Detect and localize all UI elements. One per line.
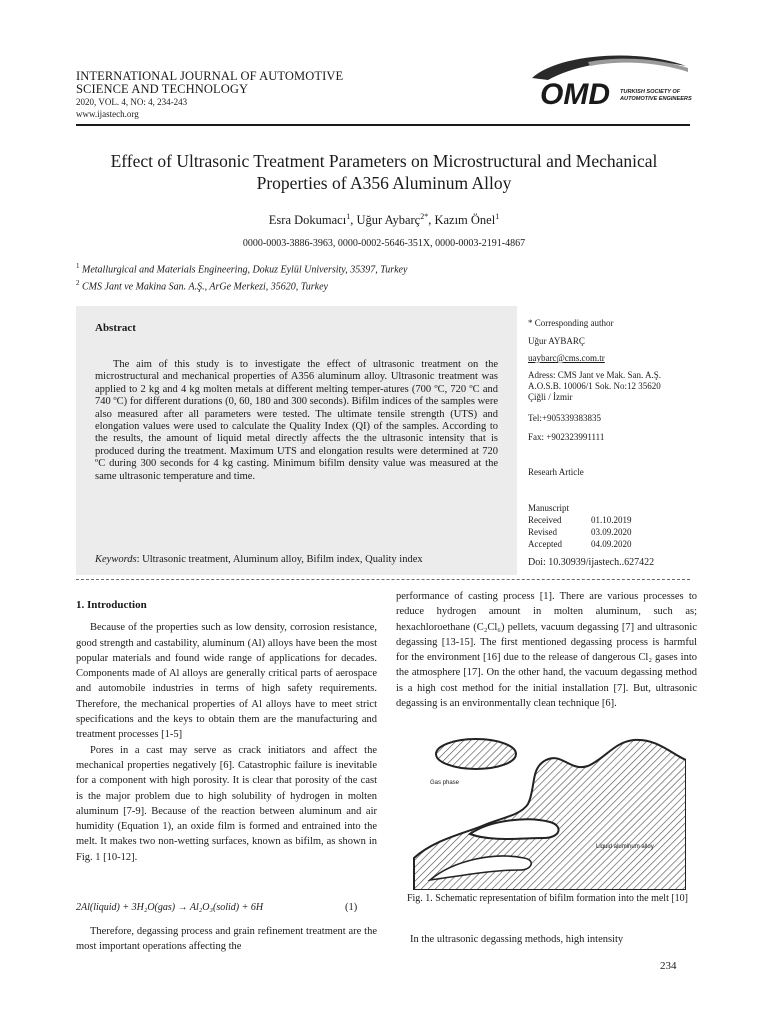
logo-swoosh [532, 56, 686, 80]
logo-wordmark: OMD [540, 78, 610, 110]
right-column-cont [396, 932, 697, 947]
manuscript-dates [528, 502, 632, 550]
affiliation: $^2$ CMS Jant ve Makina San. A.Ş., ArGe Merkezi, 35620, Turkey [76, 279, 328, 293]
figure-caption: Fig. 1. Schematic representation of bifilm formation into the melt [10] [406, 893, 689, 904]
author-name: Esra Dokumacı [268, 213, 347, 228]
author-name: Uğur Aybarç [356, 213, 421, 228]
paragraph: In the ultrasonic degassing methods, high intensity [410, 934, 624, 945]
orcid-list: 0000-0003-3886-3963, 0000-0002-5646-351X, 0000-0003-2191-4867 [242, 238, 526, 249]
journal-name: INTERNATIONAL JOURNAL OF AUTOMOTIVE SCIENCE AND TECHNOLOGY [76, 69, 344, 96]
corresponding-address: Adress: CMS Jant ve Mak. San. A.Ş. A.O.S.B. 10006/1 Sok. No:12 35620 Çiğli / İzmir [528, 370, 662, 402]
left-column-cont [76, 924, 377, 955]
date-row: Received 01.10.2019 [528, 515, 632, 525]
article-title: Effect of Ultrasonic Treatment Parameters on Microstructural and Mechanical Properties of A356 Aluminum Alloy [110, 151, 658, 193]
corresponding-name: Uğur AYBARÇ [528, 336, 585, 346]
corresponding-fax: Fax: +902323991111 [528, 432, 605, 442]
section-heading: 1. Introduction [76, 599, 147, 611]
header-divider [76, 124, 690, 126]
journal-website: www.ijastech.org [76, 108, 139, 119]
keywords: Keywords: Ultrasonic treatment, Aluminum alloy, Bifilm index, Quality index [95, 554, 423, 565]
corresponding-email[interactable]: uaybarc@cms.com.tr [528, 353, 605, 363]
equation: 2Al(liquid) + 3H₂O(gas) → Al₂O₃(solid) + 6H [76, 902, 264, 913]
corresponding-label: * Corresponding author [528, 318, 614, 328]
section-divider [76, 579, 690, 581]
left-column [76, 598, 377, 865]
gas-phase-label: Gas phase [430, 780, 460, 786]
logo-society-line2: AUTOMOTIVE ENGINEERS [620, 96, 692, 102]
bifilm-fold [470, 819, 559, 839]
bifilm-figure [410, 730, 686, 890]
equation-number: (1) [345, 902, 358, 913]
date-row: Revised 03.09.2020 [528, 527, 632, 537]
corresponding-tel: Tel:+905339383835 [528, 413, 601, 423]
paragraph: performance of casting process [1]. There are various processes to reduce hydrogen amount in molten aluminum, such as; hexachloroethane (C₂Cl₆) pellets, vacuum degassing [7] and ultrasonic degassing [13-15]. The first mentioned degassing process is harmful for the environment [16] due to the release of dangerous Cl₂ gases into the atmosphere [17]. On the other hand, the vacuum degassing method is a high cost method for the initial installation [7]. But, ultrasonic degassing is an environmentally clean technique [6]. [396, 591, 697, 710]
paragraph: Because of the properties such as low density, corrosion resistance, good strength and castability, aluminum (Al) alloys have been the most popular materials and found wide range of applications for decades. Components made of Al alloys are generally critical parts of aerospace and automobile industries in terms of high safety requirements. Therefore, the mechanical properties of Al alloys have to meet strict specifications and the keys to obtain them are the manufacturing and treatment processes [1-5] [76, 622, 377, 741]
journal-meta [76, 97, 187, 120]
date-row: Accepted 04.09.2020 [528, 539, 632, 549]
paragraph: Therefore, degassing process and grain refinement treatment are the most important operations affecting the [76, 926, 377, 953]
doi: Doi: 10.30939/ijastech..627422 [528, 557, 655, 568]
page-number: 234 [660, 960, 677, 972]
omd-logo [528, 52, 696, 110]
manuscript-label: Manuscript [528, 503, 569, 513]
logo-society-line1: TURKISH SOCIETY OF [620, 89, 681, 95]
article-type: Researh Article [528, 467, 584, 477]
affiliation: $^1$ Metallurgical and Materials Engineering, Dokuz Eylül University, 35397, Turkey [76, 262, 408, 276]
paragraph: Pores in a cast may serve as crack initiators and affect the mechanical properties negatively [6]. Catastrophic failure is inevitable for a component with high porosity. It is clear that porosity of the cast is the major problem due to high solubility of hydrogen in molten aluminum [7-9]. Because of the reaction between aluminum and air humidity (Equation 1), an oxide film is formed and entrained into the melt. It makes two non-wetting surfaces, known as bifilm, as shown in Fig. 1 [10-12]. [76, 744, 377, 863]
author-name: Kazım Önel [434, 213, 496, 228]
volume-info: 2020, VOL. 4, NO: 4, 234-243 [76, 97, 188, 107]
author-list: Esra Dokumacı$^1$, Uğur Aybarç$^{2*}$, Kazım Önel$^1$ [268, 212, 500, 228]
liquid-alloy-label: Liquid aluminum alloy [596, 844, 654, 850]
abstract-heading: Abstract [95, 322, 136, 334]
right-column [396, 589, 697, 711]
oxide-film-blob [436, 739, 516, 769]
abstract-text: The aim of this study is to investigate the effect of ultrasonic treatment on the microstructural and mechanical properties of A356 aluminum alloy. Ultrasonic treatment was applied to 2 kg and 4 kg molten metals at different melting temper-atures (700 ºC, 720 ºC and 740 ºC) for different durations (0, 60, 180 and 300 seconds). Bifilm indices of the samples were also measured after all parameters were tested. The ultimate tensile strength (UTS) and elongation values were used to calculate the Quality Index (QI) of the samples. According to the results, the amount of liquid metal directly affects the the ultrasonic intensity that is produced during the treatment. Maximum UTS and elongation results were determined at 720 ºC during 300 seconds for 4 kg casting. Minimum bifilm density value was measured at the same ultrasonic temperature and time. [95, 359, 498, 482]
